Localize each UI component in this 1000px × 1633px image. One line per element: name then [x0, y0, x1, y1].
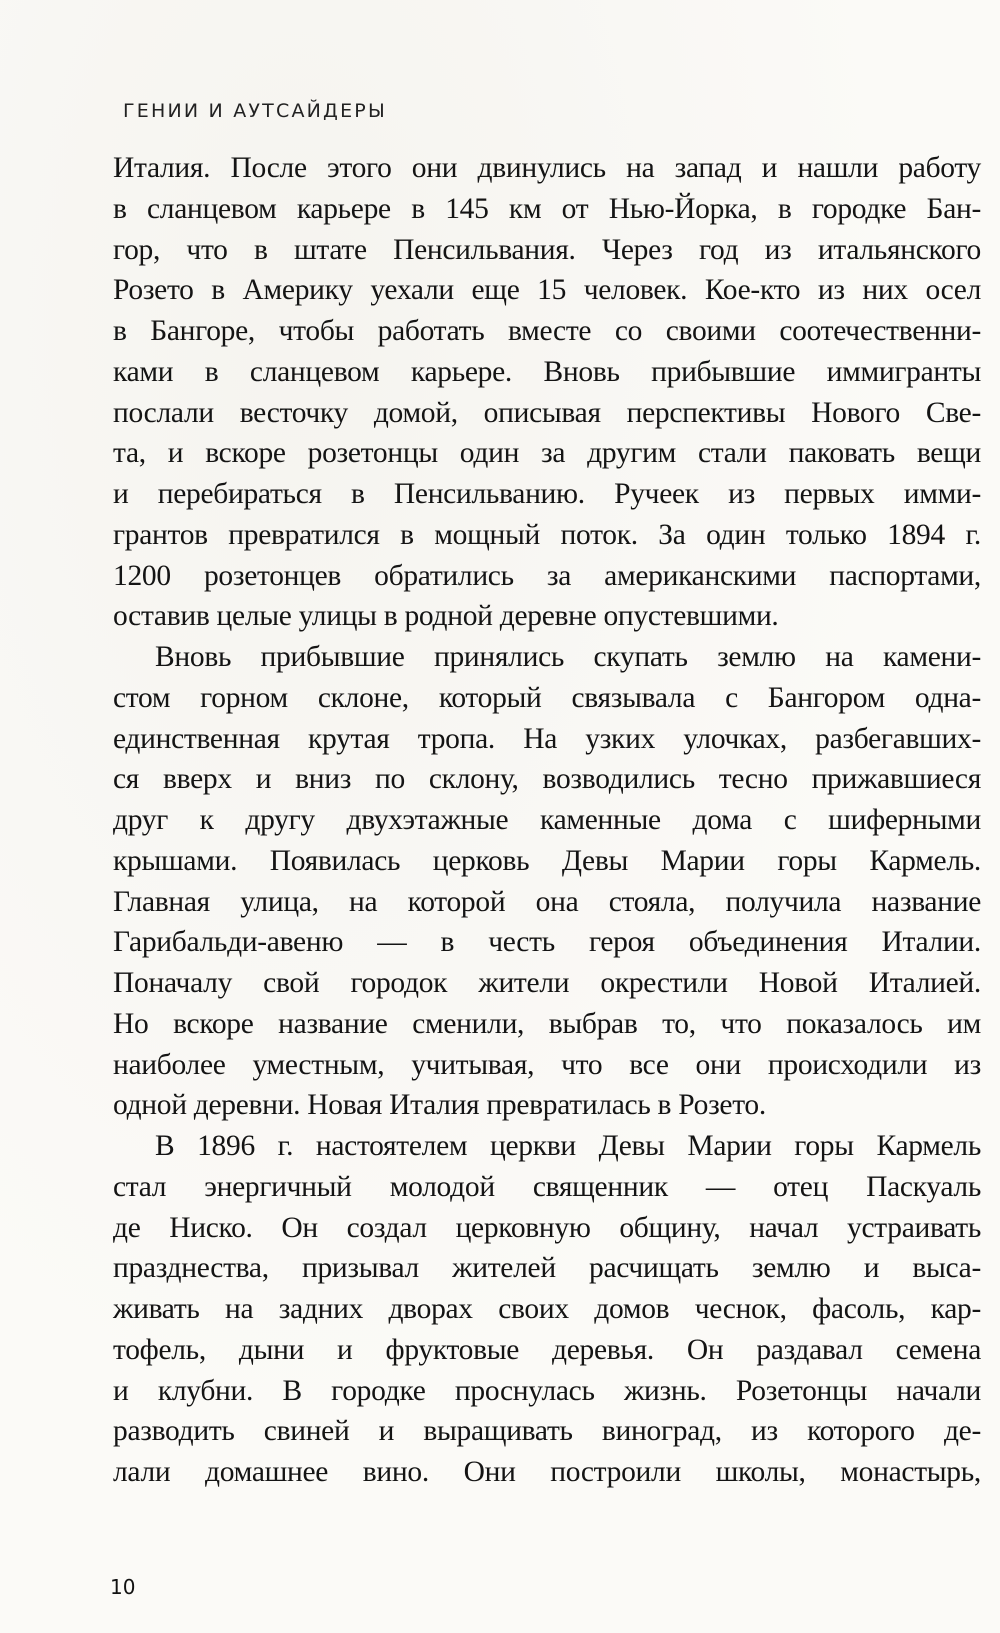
text-line: Гарибальди-авеню — в честь героя объединения Италии. [113, 926, 981, 959]
text-line: лали домашнее вино. Они построили школы, монастырь, [113, 1456, 981, 1488]
text-line: стал энергичный молодой священник — отец Паскуаль [113, 1170, 981, 1203]
text-line: Розето в Америку уехали еще 15 человек. Кое-кто из них осел [113, 274, 981, 307]
text-line: единственная крутая тропа. На узких улочках, разбегавших- [113, 722, 981, 755]
text-line: живать на задних дворах своих домов чеснок, фасоль, кар- [113, 1293, 981, 1325]
text-line: та, и вскоре розетонцы один за другим стали паковать вещи [113, 437, 981, 470]
text-line: тофель, дыни и фруктовые деревья. Он раздавал семена [113, 1333, 981, 1366]
text-line: оставив целые улицы в родной деревне опустевшими. [113, 600, 779, 633]
text-line: наиболее уместным, учитывая, что все они происходили из [113, 1048, 981, 1081]
page-number: 10 [110, 1575, 136, 1599]
running-head: ГЕНИИ И АУТСАЙДЕРЫ [123, 100, 387, 122]
text-line: Поначалу свой городок жители окрестили Новой Италией. [113, 967, 981, 999]
text-line: де Ниско. Он создал церковную общину, начал устраивать [113, 1211, 981, 1244]
text-line: ся вверх и вниз по склону, возводились тесно прижавшиеся [113, 763, 981, 796]
text-line: и перебираться в Пенсильванию. Ручеек из первых имми- [113, 478, 981, 510]
text-line: и клубни. В городке проснулась жизнь. Розетонцы начали [113, 1374, 981, 1407]
text-line: Италия. После этого они двинулись на запад и нашли работу [113, 152, 981, 184]
text-line: в Бангоре, чтобы работать вместе со своими соотечественни- [113, 315, 981, 347]
text-line: в сланцевом карьере в 145 км от Нью-Йорка, в городке Бан- [113, 192, 981, 225]
text-line: крышами. Появилась церковь Девы Марии горы Кармель. [113, 844, 981, 877]
text-line: послали весточку домой, описывая перспективы Нового Све- [113, 396, 981, 429]
text-line: Главная улица, на которой она стояла, получила название [113, 885, 981, 918]
body-text [113, 148, 981, 1493]
paragraph-3 [113, 1126, 981, 1493]
text-line: В 1896 г. настоятелем церкви Девы Марии горы Кармель [155, 1130, 981, 1162]
text-line: друг к другу двухэтажные каменные дома с шиферными [113, 804, 981, 836]
paragraph-2 [113, 637, 981, 1126]
text-line: гор, что в штате Пенсильвания. Через год из итальянского [113, 233, 981, 266]
text-line: ками в сланцевом карьере. Вновь прибывшие иммигранты [113, 355, 981, 388]
text-line: празднества, призывал жителей расчищать землю и выса- [113, 1252, 981, 1285]
text-line: разводить свиней и выращивать виноград, из которого де- [113, 1415, 981, 1448]
paragraph-1 [113, 148, 981, 637]
text-line: грантов превратился в мощный поток. За один только 1894 г. [113, 518, 981, 551]
text-line: 1200 розетонцев обратились за американскими паспортами, [113, 559, 981, 592]
text-line: Но вскоре название сменили, выбрав то, что показалось им [113, 1007, 981, 1040]
text-line: одной деревни. Новая Италия превратилась в Розето. [113, 1089, 766, 1122]
text-line: стом горном склоне, который связывала с Бангором одна- [113, 681, 981, 714]
text-line: Вновь прибывшие принялись скупать землю на камени- [155, 641, 981, 673]
